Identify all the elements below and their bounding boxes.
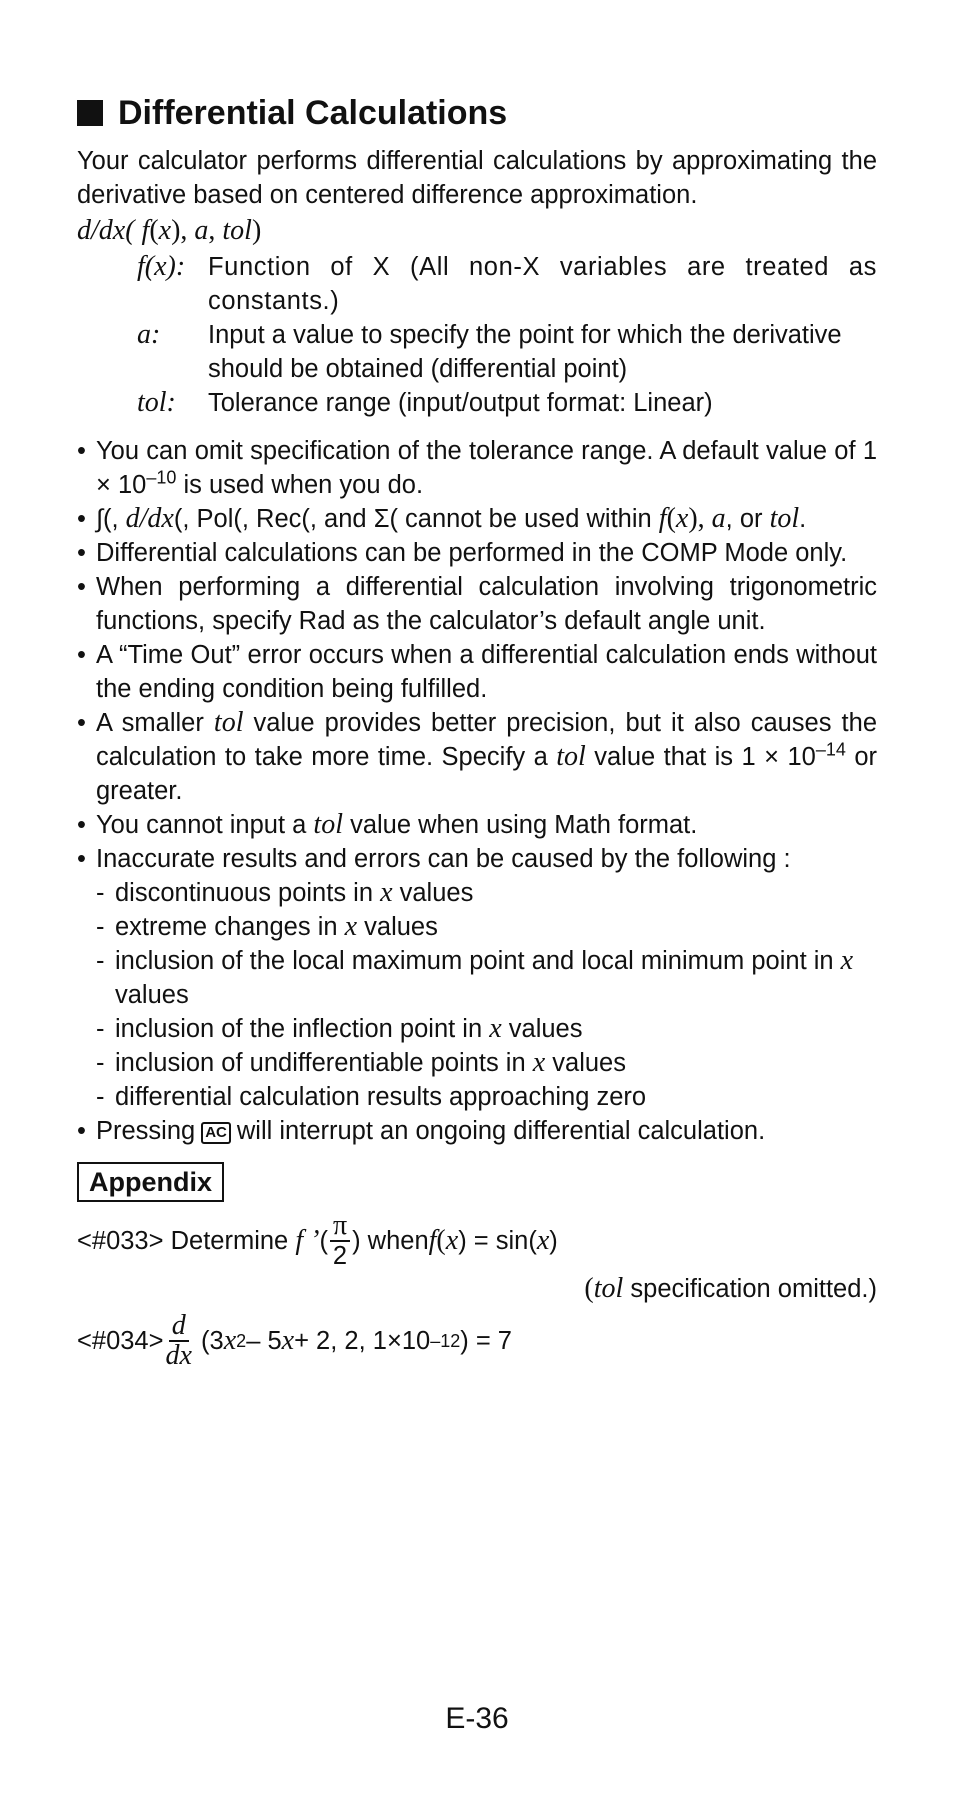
argument-desc: Input a value to specify the point for which the derivative should be obtained (differential point) (208, 321, 842, 383)
note-inaccurate-results: • Inaccurate results and errors can be caused by the following : - discontinuous points in x values - extreme changes in x values - inclusion of the local maximum point and local minimum point in x values - inclusion of the inflection point in x values - inclusion of undifferentiable points in x values - differential calculation results approaching zero (77, 842, 877, 1114)
argument-list (77, 250, 877, 420)
note-ac-interrupt: • Pressing AC will interrupt an ongoing differential calculation. (77, 1114, 877, 1148)
argument-desc: Tolerance range (input/output format: Linear) (208, 389, 713, 417)
notes-list (77, 434, 877, 1148)
note-time-out: • A “Time Out” error occurs when a differential calculation ends without the ending condition being fulfilled. (77, 638, 877, 706)
argument-key: a: (137, 319, 161, 350)
note-comp-mode: • Differential calculations can be performed in the COMP Mode only. (77, 536, 877, 570)
intro-paragraph: Your calculator performs differential calculations by approximating the derivative based on centered difference approximation. (77, 147, 877, 209)
note-math-format: • You cannot input a tol value when using Math format. (77, 808, 877, 842)
example-034: <#034> $\frac{d}{dx}$ (3 x 2 – 5 x + 2, 2, 1×10 –12 ) = 7 (77, 1310, 512, 1371)
fraction-pi-over-2: $\frac{\pi}{2}$ (330, 1212, 350, 1270)
section-title: Differential Calculations (118, 94, 508, 132)
square-bullet-icon (77, 100, 103, 126)
argument-key: tol: (137, 387, 176, 418)
note-rad-unit: • When performing a differential calculation involving trigonometric functions, specify Rad as the calculator’s default angle unit. (77, 570, 877, 638)
cause-item: - inclusion of undifferentiable points in x values (96, 1046, 877, 1080)
argument-key: f(x): (137, 251, 186, 282)
note-restricted-functions: • ∫(, d/dx(, Pol(, Rec(, and Σ( cannot be used within f(x), a, or tol. (77, 502, 877, 536)
cause-item: - inclusion of the inflection point in x values (96, 1012, 877, 1046)
argument-fx (77, 250, 877, 318)
argument-desc: Function of X (All non-X variables are treated as constants.) (208, 253, 877, 315)
cause-item: - inclusion of the local maximum point and local minimum point in x values (96, 944, 877, 1012)
note-default-tolerance: • You can omit specification of the tolerance range. A default value of $1 \times 10^{-10}$ is used when you do. (77, 434, 877, 502)
argument-a (77, 318, 877, 386)
fraction-d-over-dx: $\frac{d}{dx}$ (165, 1310, 192, 1371)
cause-item: - differential calculation results approaching zero (96, 1080, 877, 1114)
cause-item: - extreme changes in x values (96, 910, 877, 944)
manual-page (77, 92, 877, 1370)
page-number: E-36 (445, 1702, 509, 1735)
argument-tol (77, 386, 877, 420)
appendix-label: Appendix (77, 1162, 224, 1202)
ac-key-icon: AC (201, 1122, 231, 1144)
example-033: <#033> Determine f ’ ( $\frac{\pi}{2}$ ) when f ( x ) = sin( x ) (77, 1210, 558, 1270)
tol-omitted-note: (tol specification omitted.) (584, 1273, 877, 1304)
syntax-line: d/dx( f(x), a, tol) (77, 215, 262, 246)
cause-item: - discontinuous points in x values (96, 876, 877, 910)
section-heading (77, 92, 877, 134)
cause-list (96, 876, 877, 1114)
note-tol-precision: • A smaller tol value provides better precision, but it also causes the calculation to take more time. Specify a tol value that is $1 \times 10^{-14}$ or greater. (77, 706, 877, 808)
